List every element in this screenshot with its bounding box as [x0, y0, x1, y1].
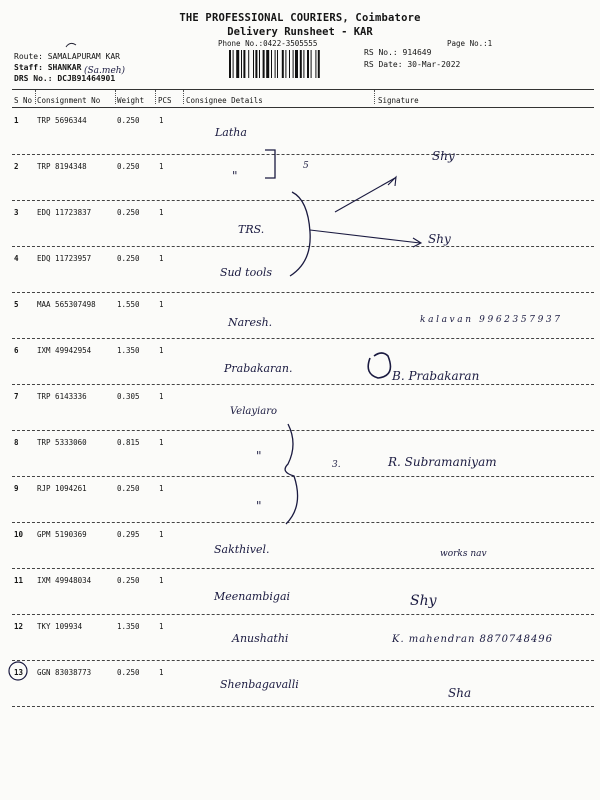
row-pcs: 1 [159, 254, 164, 263]
consignee-hw-3: TRS. [238, 223, 265, 236]
bracket-label-2: 3. [332, 460, 341, 470]
col-header-consignee: Consignee Details [186, 96, 263, 105]
row-separator [12, 200, 594, 201]
arrow-head [388, 177, 396, 186]
col-divider [35, 90, 36, 104]
row-pcs: 1 [159, 576, 164, 585]
route-label: Route: [14, 52, 43, 61]
row-pcs: 1 [159, 116, 164, 125]
row-weight: 0.815 [117, 438, 140, 447]
row-sno: 2 [14, 162, 19, 171]
row-sno: 10 [14, 530, 24, 539]
route-line [14, 52, 120, 61]
row-separator [12, 568, 594, 569]
consignee-hw-2: " [232, 169, 238, 183]
signature-hw-8: R. Subramaniyam [388, 455, 497, 469]
row-separator [12, 246, 594, 247]
consignee-hw-10: Sakthivel. [214, 543, 270, 556]
page-number: Page No.:1 [447, 39, 493, 48]
staff-line: Staff: SHANKAR [14, 63, 82, 72]
row-sno: 4 [14, 254, 19, 263]
consignee-hw-6: Prabakaran. [224, 362, 293, 375]
row-weight: 0.250 [117, 668, 140, 677]
row-sno: 8 [14, 438, 19, 447]
consignee-hw-1: Latha [215, 126, 247, 139]
row-consignment-no: EDQ 11723837 [37, 208, 92, 217]
row-consignment-no: IXM 49948034 [37, 576, 92, 585]
row-pcs: 1 [159, 392, 164, 401]
rs-date: RS Date: 30-Mar-2022 [364, 60, 461, 69]
rs-number: RS No.: 914649 [364, 48, 432, 57]
row-consignment-no: GGN 83038773 [37, 668, 92, 677]
row-pcs: 1 [159, 162, 164, 171]
row-consignment-no: TRP 8194348 [37, 162, 87, 171]
signature-hw-2: Shy [432, 149, 455, 163]
signature-flourish-6 [368, 353, 390, 378]
barcode [229, 50, 351, 78]
row-weight: 0.250 [117, 576, 140, 585]
row-pcs: 1 [159, 208, 164, 217]
row-consignment-no: TRP 6143336 [37, 392, 87, 401]
phone-number: Phone No.:0422-3505555 [218, 39, 318, 48]
row-sno: 13 [14, 668, 24, 677]
row-weight: 0.305 [117, 392, 140, 401]
signature-hw-5: kalavan 9962357937 [420, 315, 560, 325]
col-divider [374, 90, 375, 104]
consignee-hw-12: Anushathi [232, 632, 289, 645]
row-separator [12, 660, 594, 661]
row-consignment-no: RJP 1094261 [37, 484, 87, 493]
row-pcs: 1 [159, 622, 164, 631]
bracket-rows-3-4 [290, 192, 310, 276]
runsheet-title: Delivery Runsheet - KAR [227, 26, 373, 38]
signature-hw-6: B. Prabakaran [392, 369, 480, 383]
signature-hw-3: Shy [428, 232, 451, 246]
row-separator [12, 614, 594, 615]
row-consignment-no: IXM 49942954 [37, 346, 92, 355]
table-top-rule [12, 89, 594, 90]
signature-hw-13: Sha [448, 686, 472, 700]
row-consignment-no: TKY 109934 [37, 622, 83, 631]
row-separator [12, 706, 594, 707]
bracket-rows-7-9 [285, 424, 297, 524]
row-pcs: 1 [159, 300, 164, 309]
consignee-hw-11: Meenambigai [214, 590, 291, 603]
row-sno: 11 [14, 576, 24, 585]
col-divider [183, 90, 184, 104]
row-sno: 6 [14, 346, 19, 355]
col-divider [155, 90, 156, 104]
company-title: THE PROFESSIONAL COURIERS, Coimbatore [179, 12, 421, 24]
row-pcs: 1 [159, 438, 164, 447]
row-separator [12, 476, 594, 477]
consignee-hw-8: " [256, 449, 262, 463]
row-pcs: 1 [159, 484, 164, 493]
row-separator [12, 430, 594, 431]
row-consignment-no: TRP 5333060 [37, 438, 87, 447]
row-consignment-no: EDQ 11723957 [37, 254, 92, 263]
col-header-weight: Weight [117, 96, 145, 105]
row-separator [12, 522, 594, 523]
col-header-consignment: Consignment No [37, 96, 101, 105]
row-pcs: 1 [159, 530, 164, 539]
row-consignment-no: GPM 5190369 [37, 530, 87, 539]
row-sno: 7 [14, 392, 19, 401]
col-divider [115, 90, 116, 104]
consignee-hw-4: Sud tools [220, 266, 272, 279]
row-sno: 9 [14, 484, 19, 493]
row-weight: 1.350 [117, 622, 140, 631]
route-value: SAMALAPURAM KAR [47, 52, 120, 61]
arrow-row-2 [335, 178, 395, 212]
col-header-signature: Signature [378, 96, 419, 105]
row-consignment-no: TRP 5696344 [37, 116, 87, 125]
table-header-rule [12, 107, 594, 108]
consignee-hw-9: " [256, 499, 262, 513]
staff-handwritten-note: (Sa.meh) [84, 66, 126, 76]
row-sno: 1 [14, 116, 19, 125]
row-separator [12, 154, 594, 155]
row-separator [12, 338, 594, 339]
row-pcs: 1 [159, 346, 164, 355]
row-weight: 0.250 [117, 162, 140, 171]
row-sno: 5 [14, 300, 19, 309]
route-check-mark [66, 43, 76, 47]
bracket-label-1: 5 [303, 161, 309, 171]
row-pcs: 1 [159, 668, 164, 677]
row-weight: 0.250 [117, 254, 140, 263]
row-consignment-no: MAA 565307498 [37, 300, 96, 309]
col-header-pcs: PCS [158, 96, 172, 105]
row-weight: 0.250 [117, 484, 140, 493]
col-header-sno: S No [14, 96, 33, 105]
row-separator [12, 292, 594, 293]
consignee-hw-13: Shenbagavalli [220, 678, 299, 691]
row-weight: 0.250 [117, 208, 140, 217]
row-weight: 0.295 [117, 530, 140, 539]
row-weight: 0.250 [117, 116, 140, 125]
consignee-hw-5: Naresh. [228, 316, 273, 329]
row-sno: 12 [14, 622, 24, 631]
arrow-row-3 [310, 230, 420, 243]
signature-hw-11: Shy [410, 593, 437, 609]
consignee-hw-7: Velayiaro [230, 406, 277, 417]
row-sno: 3 [14, 208, 19, 217]
row-weight: 1.550 [117, 300, 140, 309]
signature-hw-10: works nav [440, 549, 487, 559]
drs-number: DRS No.: DCJB91464901 [14, 74, 116, 83]
row-separator [12, 384, 594, 385]
row-weight: 1.350 [117, 346, 140, 355]
signature-hw-12: K. mahendran 8870748496 [392, 634, 552, 645]
